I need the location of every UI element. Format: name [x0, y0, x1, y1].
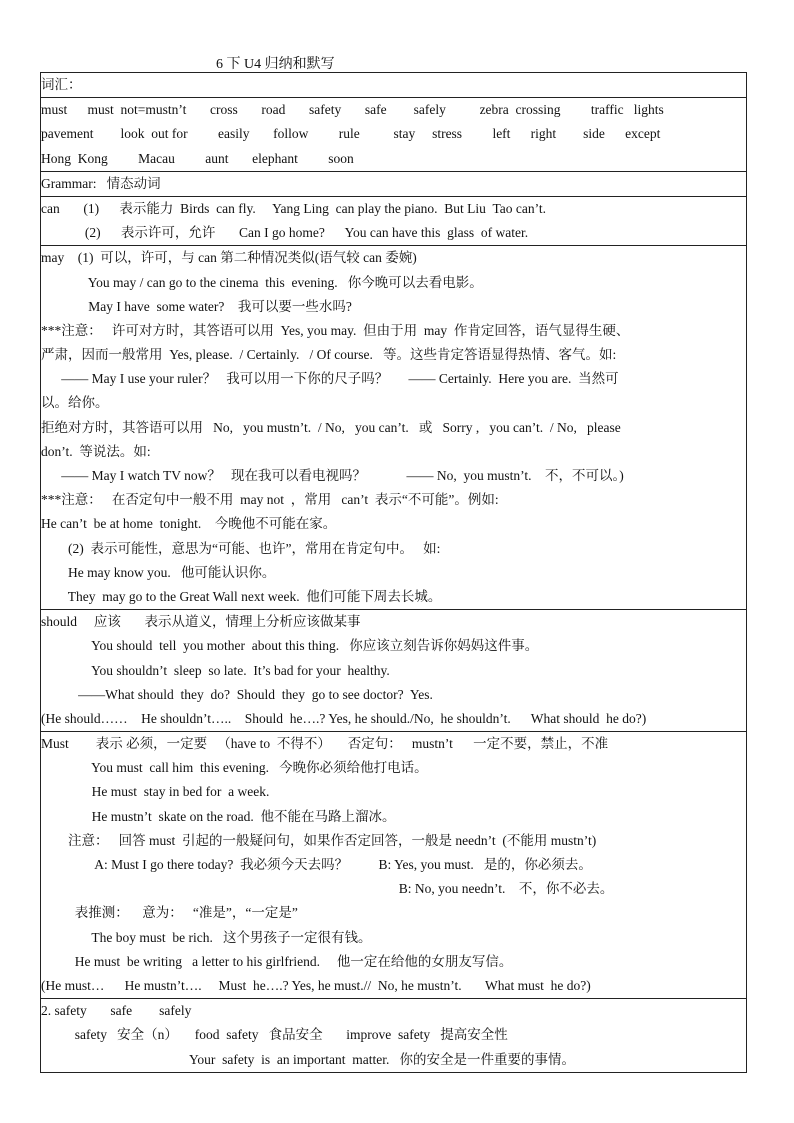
grammar-heading-line — [41, 172, 746, 196]
can-line — [41, 221, 746, 245]
must-line — [41, 756, 746, 780]
vocab-heading-cell — [41, 73, 746, 97]
can-text: can (1) 表示能力 Birds can fly. Yang Ling can play the piano. But Liu Tao can’t. — [41, 200, 546, 216]
vocab-words-text: must must not=mustn’t cross road safety safe safely zebra crossing traffic lights — [41, 102, 664, 118]
must-line — [41, 853, 746, 877]
can-text: (2) 表示许可，允许 Can I go home? You can have this glass of water. — [41, 225, 529, 241]
must-text: Must 表示 必须，一定要 （have to 不得不） 否定句： mustn’t 一定不要，禁止，不准 — [41, 736, 609, 752]
must-text: 注意： 回答 must 引起的一般疑问句，如果作否定回答，一般是 needn’t (不能用 mustn’t) — [41, 832, 597, 848]
can-line — [41, 197, 746, 221]
must-text: 表推测： 意为： “准是”，“一定是” — [41, 905, 298, 921]
must-text: He must be writing a letter to his girlfriend. 他一定在给他的女朋友写信。 — [41, 953, 513, 969]
may-text: They may go to the Great Wall next week. 他们可能下周去长城。 — [41, 588, 442, 604]
may-line — [41, 537, 746, 561]
may-text: You may / can go to the cinema this evening. 你今晚可以去看电影。 — [41, 274, 483, 290]
should-line — [41, 659, 746, 683]
can-cell — [41, 196, 746, 245]
must-line — [41, 926, 746, 950]
must-cell — [41, 731, 746, 998]
may-line — [41, 512, 746, 536]
should-line — [41, 683, 746, 707]
may-line — [41, 319, 746, 343]
may-line — [41, 343, 746, 367]
must-line — [41, 974, 746, 998]
safety-cell — [41, 998, 746, 1072]
may-line — [41, 416, 746, 440]
may-text: He may know you. 他可能认识你。 — [41, 564, 276, 580]
safety-line — [41, 999, 746, 1023]
may-text: ***注意： 在否定句中一般不用 may not ，常用 can’t 表示“不可能”。例如: — [41, 492, 499, 508]
safety-line — [41, 1048, 746, 1072]
may-text: 以。给你。 — [41, 395, 109, 411]
may-text: He can’t be at home tonight. 今晚他不可能在家。 — [41, 516, 337, 532]
must-text: A: Must I go there today? 我必须今天去吗？ B: Yes, you must. 是的，你必须去。 — [41, 857, 592, 872]
may-text: (2) 表示可能性，意思为“可能、也许”，常用在肯定句中。 如: — [41, 540, 441, 556]
vocab-heading-line — [41, 73, 746, 97]
may-text: —— May I use your ruler？ 我可以用一下你的尺子吗？ —— Certainly. Here you are. 当然可 — [41, 371, 619, 387]
must-line — [41, 877, 746, 901]
must-text: B: No, you needn’t. 不，你不必去。 — [41, 881, 614, 897]
must-line — [41, 732, 746, 756]
may-line — [41, 295, 746, 319]
must-text: (He must… He mustn’t…. Must he….? Yes, he must.// No, he mustn’t. What must he do?) — [41, 977, 591, 993]
safety-line — [41, 1023, 746, 1047]
should-line — [41, 610, 746, 634]
should-cell — [41, 609, 746, 731]
may-line — [41, 585, 746, 609]
must-line — [41, 780, 746, 804]
should-text: You shouldn’t sleep so late. It’s bad for your healthy. — [41, 662, 390, 678]
page-title: 6 下 U4 归纳和默写 — [216, 57, 335, 72]
must-line — [41, 901, 746, 925]
may-line — [41, 271, 746, 295]
vocab-words-cell — [41, 97, 746, 171]
may-line — [41, 464, 746, 488]
safety-text: Your safety is an important matter. 你的安全是一件重要的事情。 — [41, 1051, 575, 1067]
may-text: —— May I watch TV now？ 现在我可以看电视吗？ —— No, you mustn’t. 不，不可以。) — [41, 468, 624, 483]
vocab-words-line — [41, 98, 746, 122]
safety-text: 2. safety safe safely — [41, 1003, 192, 1019]
may-line — [41, 561, 746, 585]
should-line — [41, 707, 746, 731]
should-text: You should tell you mother about this thing. 你应该立刻告诉你妈妈这件事。 — [41, 638, 539, 654]
must-line — [41, 805, 746, 829]
grammar-heading-cell — [41, 171, 746, 196]
may-line — [41, 488, 746, 512]
grammar-heading-text: Grammar: 情态动词 — [41, 175, 161, 191]
notes-table — [40, 72, 747, 1073]
vocab-words-line — [41, 122, 746, 146]
must-text: You must call him this evening. 今晚你必须给他打电话。 — [41, 760, 428, 776]
must-text: The boy must be rich. 这个男孩子一定很有钱。 — [41, 929, 372, 945]
vocab-words-text: pavement look out for easily follow rule stay stress left right side except — [41, 126, 661, 142]
must-text: He must stay in bed for a week. — [41, 784, 270, 800]
may-text: May I have some water? 我可以要一些水吗? — [41, 298, 352, 314]
may-text: may (1) 可以，许可，与 can 第二种情况类似(语气较 can 委婉) — [41, 250, 417, 266]
must-line — [41, 829, 746, 853]
may-text: 严肃，因而一般常用 Yes, please. / Certainly. / Of course. 等。这些肯定答语显得热情、客气。如: — [41, 347, 617, 363]
should-line — [41, 634, 746, 658]
may-line — [41, 246, 746, 270]
may-line — [41, 440, 746, 464]
vocab-heading-text: 词汇： — [41, 77, 82, 92]
may-text: ***注意： 许可对方时，其答语可以用 Yes, you may. 但由于用 may 作肯定回答，语气显得生硬、 — [41, 322, 630, 338]
may-text: 拒绝对方时，其答语可以用 No, you mustn’t. / No, you can’t. 或 Sorry , you can’t. / No, please — [41, 419, 621, 435]
may-text: don’t. 等说法。如: — [41, 443, 151, 459]
should-text: should 应该 表示从道义，情理上分析应该做某事 — [41, 614, 361, 630]
vocab-words-text: Hong Kong Macau aunt elephant soon — [41, 150, 354, 166]
should-text: ——What should they do? Should they go to see doctor? Yes. — [41, 686, 433, 702]
safety-text: safety 安全（n） food safety 食品安全 improve safety 提高安全性 — [41, 1027, 508, 1043]
should-text: (He should…… He shouldn’t….. Should he….? Yes, he should./No, he shouldn’t. What should he do?) — [41, 710, 647, 726]
may-line — [41, 367, 746, 391]
must-line — [41, 950, 746, 974]
may-cell — [41, 245, 746, 609]
vocab-words-line — [41, 147, 746, 171]
may-line — [41, 391, 746, 415]
must-text: He mustn’t skate on the road. 他不能在马路上溜冰。 — [41, 808, 396, 824]
